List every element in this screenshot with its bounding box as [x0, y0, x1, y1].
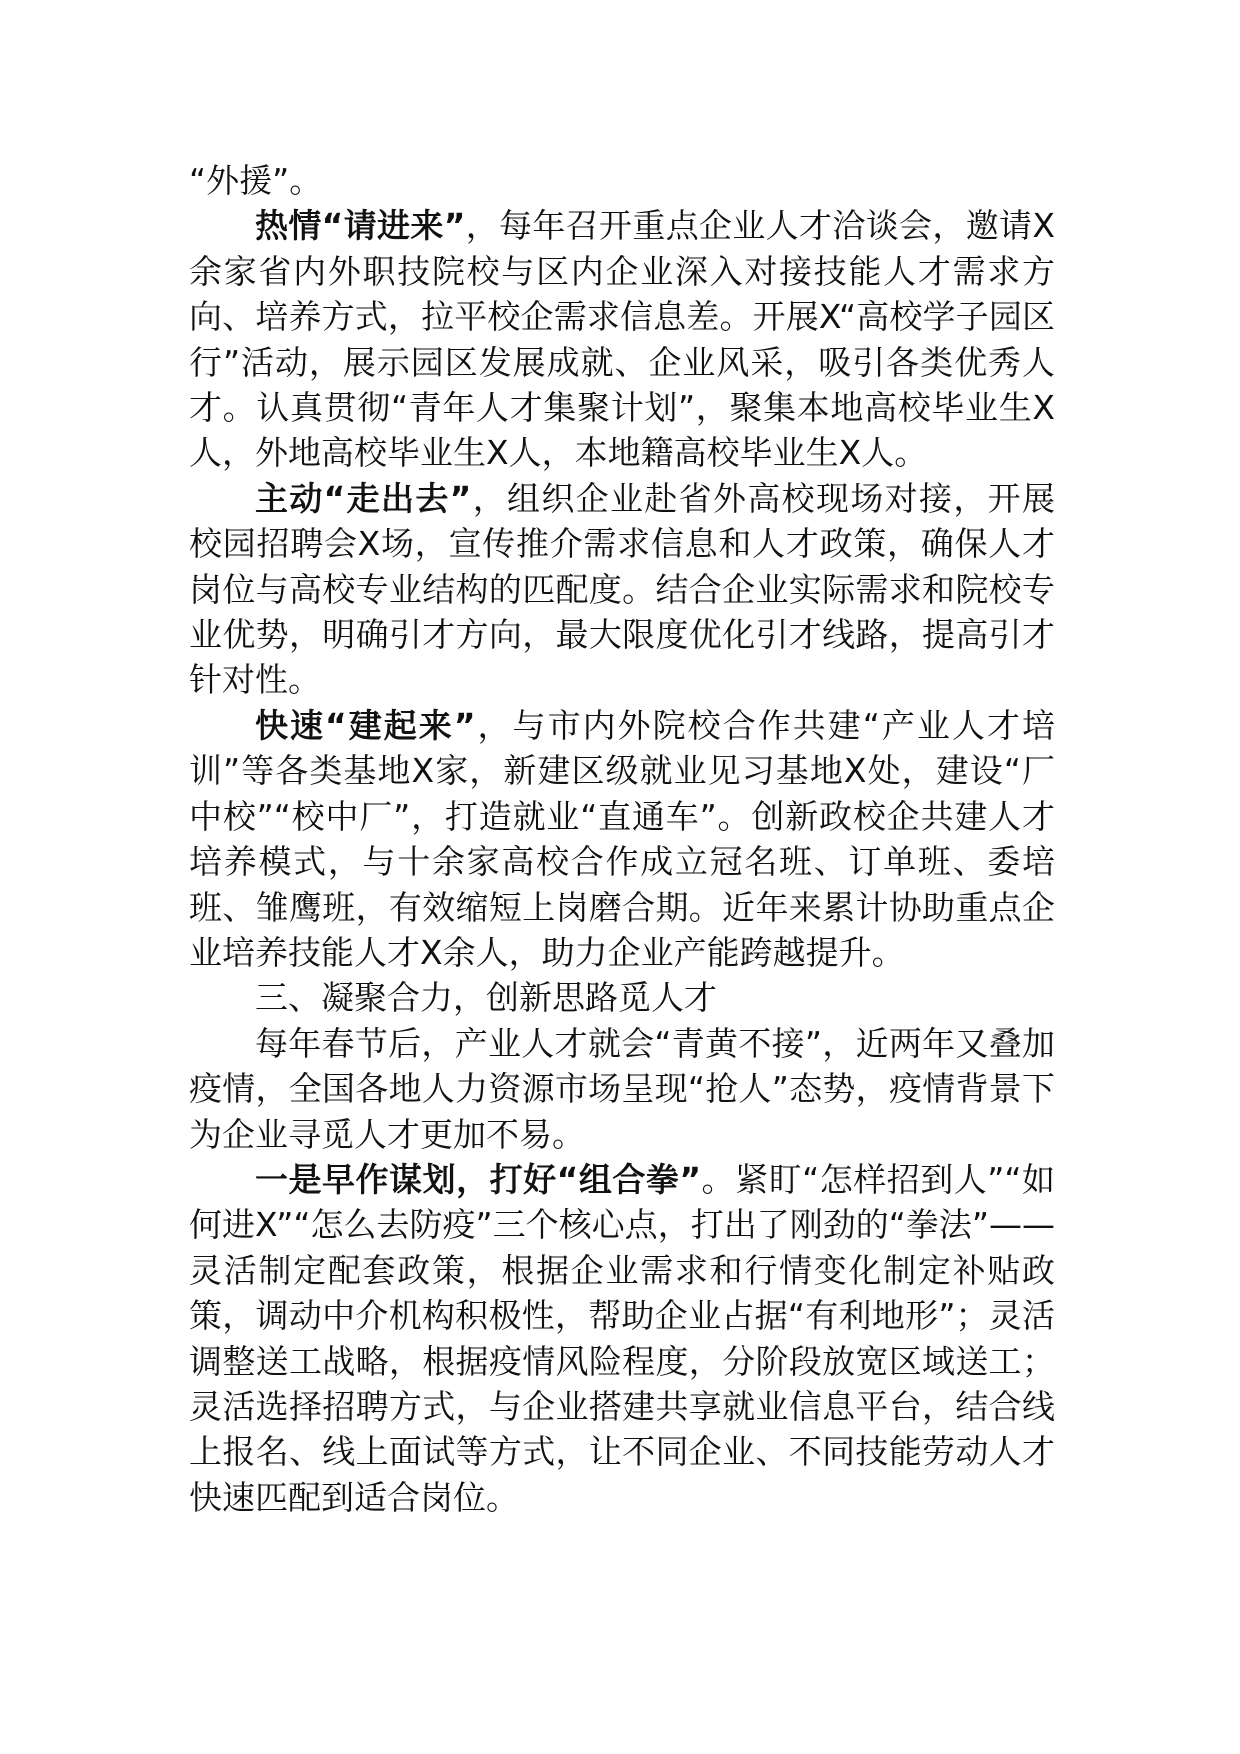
paragraph-1 — [189, 158, 1055, 203]
paragraph-text: 。紧盯“怎样招到人”“如何进X”“怎么去防疫”三个核心点，打出了刚劲的“拳法”——灵活制定配套政策，根据企业需求和行情变化制定补贴政策，调动中介机构积极性，帮助企业占据“有利地形”；灵活调整送工战略，根据疫情风险程度，分阶段放宽区域送工；灵活选择招聘方式，与企业搭建共享就业信息平台，结合线上报名、线上面试等方式，让不同企业、不同技能劳动人才快速匹配到适合岗位。 — [189, 1159, 1055, 1517]
paragraph-lead: 热情“请进来” — [255, 206, 466, 246]
document-page — [189, 158, 1055, 1520]
paragraph-2 — [189, 203, 1055, 475]
paragraph-4 — [189, 703, 1055, 975]
section-heading — [189, 975, 1055, 1020]
paragraph-text: ，每年召开重点企业人才洽谈会，邀请X余家省内外职技院校与区内企业深入对接技能人才需求方向、培养方式，拉平校企需求信息差。开展X“高校学子园区行”活动，展示园区发展成就、企业风采，吸引各类优秀人才。认真贯彻“青年人才集聚计划”，聚集本地高校毕业生X人，外地高校毕业生X人，本地籍高校毕业生X人。 — [189, 206, 1055, 473]
paragraph-text: ，与市内外院校合作共建“产业人才培训”等各类基地X家，新建区级就业见习基地X处，建设“厂中校”“校中厂”，打造就业“直通车”。创新政校企共建人才培养模式，与十余家高校合作成立冠名班、订单班、委培班、雏鹰班，有效缩短上岗磨合期。近年来累计协助重点企业培养技能人才X余人，助力企业产能跨越提升。 — [189, 705, 1055, 972]
paragraph-3 — [189, 476, 1055, 703]
paragraph-text: “外援”。 — [189, 161, 323, 200]
paragraph-6 — [189, 1157, 1055, 1520]
paragraph-5 — [189, 1021, 1055, 1157]
paragraph-text: ，组织企业赴省外高校现场对接，开展校园招聘会X场，宣传推介需求信息和人才政策，确保人才岗位与高校专业结构的匹配度。结合企业实际需求和院校专业优势，明确引才方向，最大限度优化引才线路，提高引才针对性。 — [189, 478, 1055, 700]
paragraph-lead: 一是早作谋划，打好“组合拳” — [255, 1159, 702, 1199]
paragraph-lead: 主动“走出去” — [255, 478, 472, 518]
paragraph-lead: 快速“建起来” — [255, 705, 476, 745]
section-heading-text: 三、凝聚合力，创新思路觅人才 — [255, 978, 717, 1018]
paragraph-text: 每年春节后，产业人才就会“青黄不接”，近两年又叠加疫情，全国各地人力资源市场呈现“抢人”态势，疫情背景下为企业寻觅人才更加不易。 — [189, 1023, 1055, 1154]
